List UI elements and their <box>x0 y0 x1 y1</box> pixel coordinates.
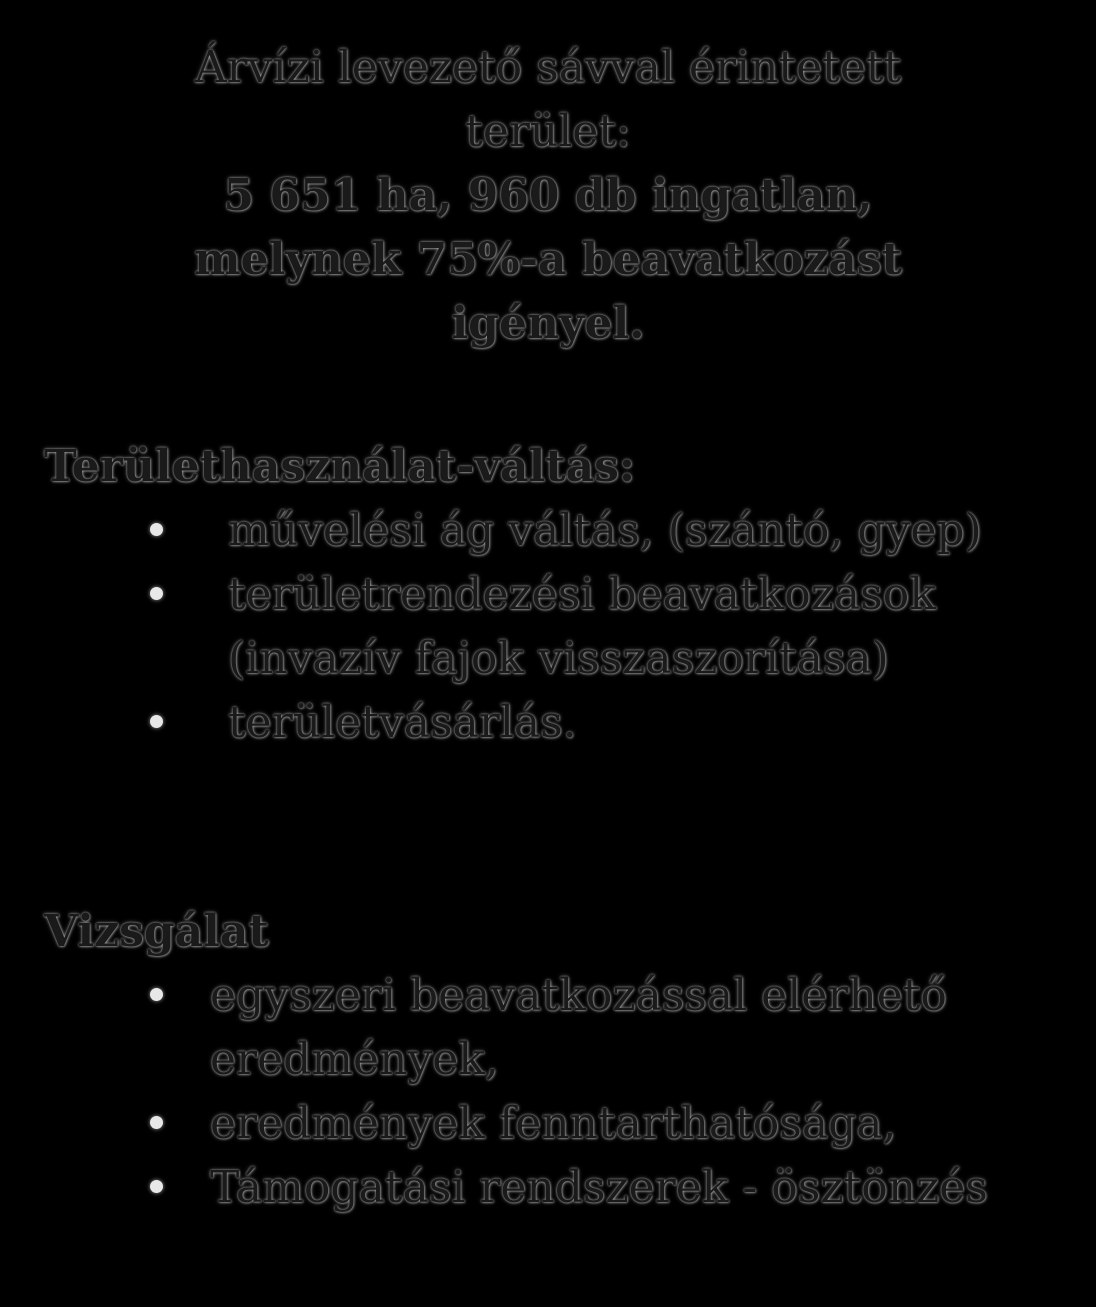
section-title-land-use: Területhasználat-váltás: <box>44 441 636 492</box>
land-use-list <box>150 499 1030 755</box>
list-item-text: területrendezési beavatkozások (invazív fajok visszaszorítása) <box>228 569 936 684</box>
bullet-icon <box>150 523 163 536</box>
list-item <box>150 1092 1050 1156</box>
bullet-icon <box>150 587 163 600</box>
bullet-icon <box>150 1116 163 1129</box>
intro-bold-line-3: igényel. <box>451 298 645 349</box>
study-list <box>150 964 1050 1220</box>
intro-bold-line-2: melynek 75%-a beavatkozást <box>194 234 902 285</box>
list-item <box>150 563 1030 691</box>
intro-bold-line-1: 5 651 ha, 960 db ingatlan, <box>223 170 873 221</box>
list-item-text: egyszeri beavatkozással elérhető eredmények, <box>210 970 947 1085</box>
list-item <box>150 499 1030 563</box>
section-title-study: Vizsgálat <box>44 906 269 957</box>
list-item-text: eredmények fenntarthatósága, <box>210 1098 897 1149</box>
list-item-text: Támogatási rendszerek - ösztönzés <box>210 1162 988 1213</box>
list-item-text: területvásárlás. <box>228 697 577 748</box>
intro-line-1: Árvízi levezető sávval érintetett <box>194 42 902 93</box>
list-item <box>150 691 1030 755</box>
list-item <box>150 1156 1050 1220</box>
intro-line-2: terület: <box>465 106 631 157</box>
list-item-text: művelési ág váltás, (szántó, gyep) <box>228 505 982 556</box>
intro-block <box>60 36 1036 356</box>
list-item <box>150 964 1050 1092</box>
bullet-icon <box>150 1180 163 1193</box>
bullet-icon <box>150 988 163 1001</box>
bullet-icon <box>150 715 163 728</box>
